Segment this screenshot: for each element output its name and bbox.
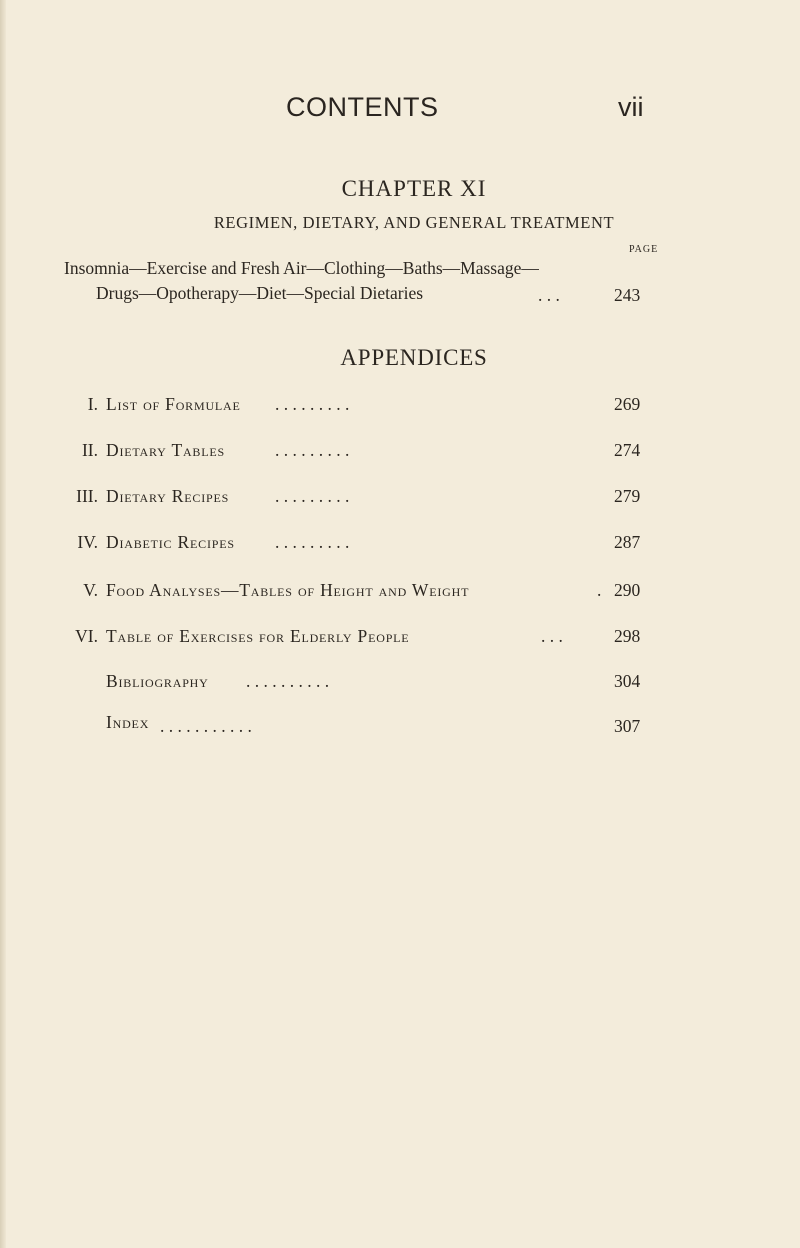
entry-number: III. (76, 486, 98, 506)
chapter-heading: CHAPTER XI (341, 176, 487, 201)
chapter-page-number: 243 (614, 285, 641, 305)
entry-page: 279 (614, 486, 641, 506)
toc-entry[interactable] (0, 580, 800, 606)
entry-title: Bibliography (106, 671, 209, 691)
toc-entry[interactable] (0, 532, 800, 558)
entry-title: Index (106, 712, 150, 732)
chapter-subtitle: REGIMEN, DIETARY, AND GENERAL TREATMENT (213, 213, 615, 232)
entry-leader-dots: . (597, 580, 602, 600)
toc-entry[interactable] (0, 712, 800, 738)
entry-number: IV. (77, 532, 98, 552)
entry-leader-dots: . . . . . . . . . . . (160, 716, 252, 736)
entry-page: 307 (614, 716, 641, 736)
page-number: vii (618, 92, 644, 122)
entry-number: V. (83, 580, 98, 600)
toc-entry[interactable] (0, 671, 800, 697)
entry-leader-dots: . . . . . . . . . (275, 486, 350, 506)
entry-leader-dots: . . . (541, 626, 563, 646)
running-head (0, 92, 800, 132)
toc-entry[interactable] (0, 626, 800, 652)
toc-entry[interactable] (0, 440, 800, 466)
toc-entry[interactable] (0, 486, 800, 512)
chapter-contents-line-2: Drugs—Opotherapy—Diet—Special Dietaries (96, 283, 424, 303)
entry-title: List of Formulae (106, 394, 241, 414)
entry-page: 269 (614, 394, 641, 414)
entry-leader-dots: . . . . . . . . . (275, 394, 350, 414)
chapter-contents-line-1: Insomnia—Exercise and Fresh Air—Clothing—Baths—Massage— (64, 258, 539, 278)
entry-title: Table of Exercises for Elderly People (106, 626, 410, 646)
entry-number: VI. (75, 626, 98, 646)
entry-number: II. (81, 440, 98, 460)
entry-leader-dots: . . . . . . . . . (275, 440, 350, 460)
entry-leader-dots: . . . . . . . . . (275, 532, 350, 552)
toc-entry[interactable] (0, 394, 800, 420)
entry-title: Food Analyses—Tables of Height and Weight (106, 580, 470, 600)
entry-page: 304 (614, 671, 641, 691)
entry-leader-dots: . . . . . . . . . . (246, 671, 330, 691)
appendices-heading: APPENDICES (340, 345, 488, 370)
entry-page: 287 (614, 532, 641, 552)
entry-title: Dietary Tables (106, 440, 225, 460)
page-column-label: PAGE (629, 244, 659, 255)
entry-page: 274 (614, 440, 641, 460)
entry-title: Diabetic Recipes (106, 532, 235, 552)
entry-title: Dietary Recipes (106, 486, 230, 506)
running-title: CONTENTS (286, 92, 439, 122)
chapter-leader-dots: . . . (538, 285, 560, 305)
entry-page: 298 (614, 626, 641, 646)
entry-number: I. (87, 394, 98, 414)
entry-page: 290 (614, 580, 641, 600)
